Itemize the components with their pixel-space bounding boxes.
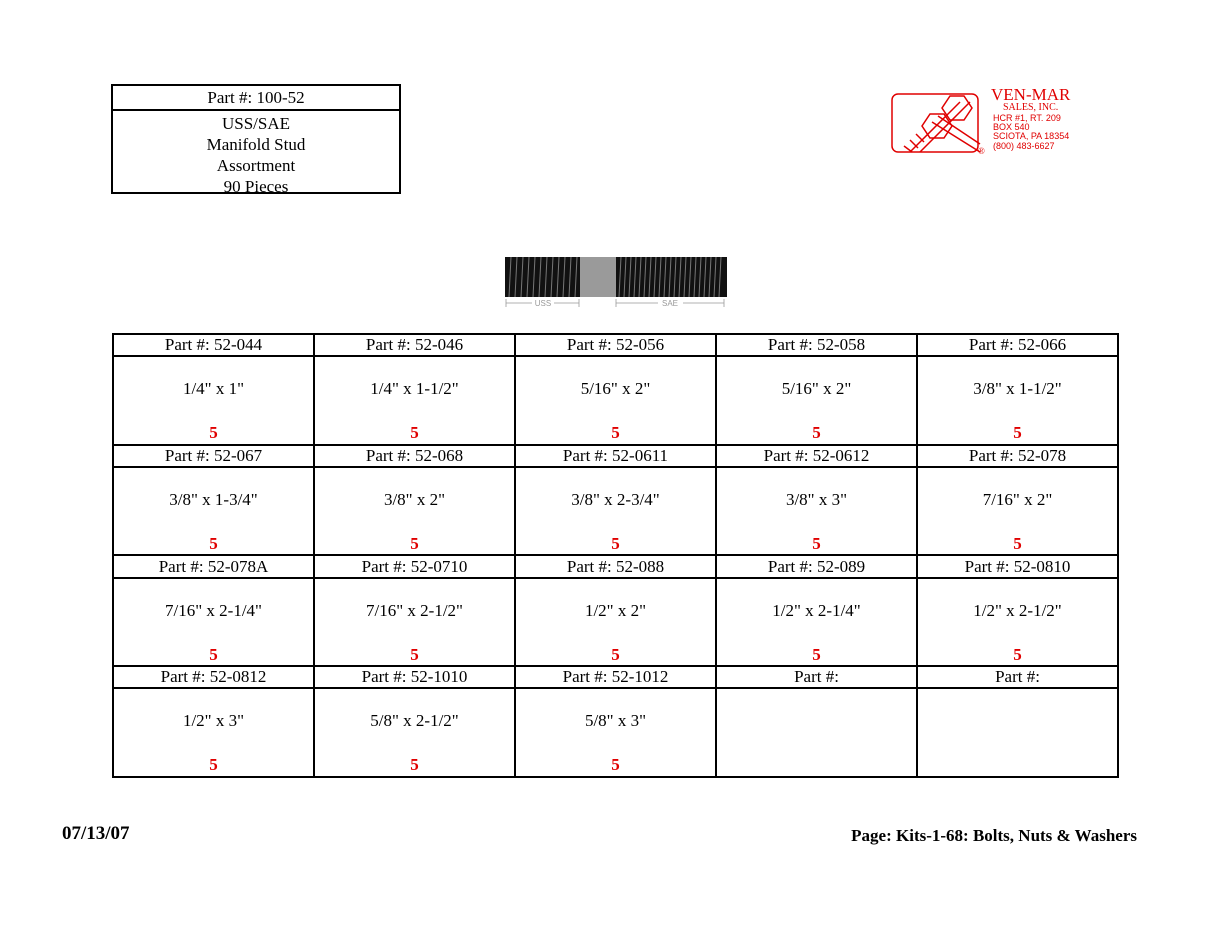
part-quantity: 5 (209, 423, 218, 443)
logo-line-1: SALES, INC. (1003, 102, 1059, 113)
logo-line-4: SCIOTA, PA 18354 (993, 131, 1070, 141)
part-size-row (113, 578, 1118, 667)
manifold-stud-diagram (505, 255, 727, 311)
part-number-cell: Part #: 52-1012 (515, 666, 716, 688)
part-quantity: 5 (812, 644, 821, 664)
part-number-cell: Part #: 52-089 (716, 555, 917, 577)
part-size-cell (515, 356, 716, 445)
part-size: 3/8" x 3" (785, 489, 848, 509)
part-size: 1/2" x 2-1/4" (772, 600, 861, 620)
part-label-row (113, 555, 1118, 577)
part-number-cell: Part #: 52-0812 (113, 666, 314, 688)
part-size-cell (917, 467, 1118, 556)
part-size-cell (515, 578, 716, 667)
part-quantity: 5 (611, 423, 620, 443)
part-number-cell: Part #: (917, 666, 1118, 688)
part-size-cell (113, 467, 314, 556)
parts-grid (112, 333, 1119, 778)
ven-mar-logo (890, 86, 1110, 158)
part-size-cell (716, 688, 917, 777)
footer-date: 07/13/07 (62, 823, 130, 844)
part-quantity: 5 (1013, 423, 1022, 443)
part-size: 7/16" x 2" (982, 489, 1053, 509)
part-size: 5/8" x 2-1/2" (370, 711, 459, 731)
part-quantity: 5 (410, 533, 419, 553)
part-quantity: 5 (611, 755, 620, 775)
part-number-cell: Part #: 52-0810 (917, 555, 1118, 577)
part-quantity: 5 (410, 755, 419, 775)
part-size-row (113, 356, 1118, 445)
part-number-cell: Part #: 52-066 (917, 334, 1118, 356)
part-size-row (113, 467, 1118, 556)
logo-line-5: (800) 483-6627 (993, 141, 1055, 151)
logo-registered-mark: ® (978, 146, 985, 156)
part-number-cell: Part #: 52-044 (113, 334, 314, 356)
part-size-cell (314, 578, 515, 667)
part-number-cell: Part #: 52-078A (113, 555, 314, 577)
kit-part-number: Part #: 100-52 (113, 86, 399, 111)
part-size-cell (917, 688, 1118, 777)
logo-company-name: VEN-MAR (991, 86, 1071, 104)
part-quantity: 5 (1013, 533, 1022, 553)
kit-description (113, 111, 399, 197)
part-size-cell (716, 356, 917, 445)
part-size: 3/8" x 2-3/4" (571, 489, 660, 509)
part-number-cell: Part #: 52-0710 (314, 555, 515, 577)
part-size-cell (314, 688, 515, 777)
part-quantity: 5 (410, 644, 419, 664)
part-number-cell: Part #: 52-1010 (314, 666, 515, 688)
stud-sae-label: SAE (661, 299, 679, 308)
part-quantity: 5 (611, 533, 620, 553)
part-size-cell (113, 578, 314, 667)
part-number-cell: Part #: 52-058 (716, 334, 917, 356)
part-quantity: 5 (209, 644, 218, 664)
part-quantity: 5 (410, 423, 419, 443)
part-number-cell: Part #: 52-046 (314, 334, 515, 356)
part-number-cell: Part #: 52-0612 (716, 445, 917, 467)
part-quantity: 5 (812, 423, 821, 443)
kit-title-box (111, 84, 401, 194)
part-size-cell (113, 356, 314, 445)
kit-desc-line: Assortment (216, 156, 296, 175)
bolt-nut-icon (892, 94, 980, 152)
part-size: 3/8" x 1-1/2" (973, 379, 1062, 399)
part-quantity: 5 (209, 755, 218, 775)
part-size: 1/2" x 3" (182, 711, 245, 731)
part-quantity: 5 (209, 533, 218, 553)
logo-line-2: HCR #1, RT. 209 (993, 113, 1061, 123)
part-size: 1/2" x 2-1/2" (973, 600, 1062, 620)
part-size-cell (716, 467, 917, 556)
part-size-cell (515, 467, 716, 556)
part-quantity: 5 (812, 533, 821, 553)
part-number-cell: Part #: 52-056 (515, 334, 716, 356)
stud-shank (580, 257, 616, 297)
part-size: 5/16" x 2" (781, 379, 852, 399)
part-size-cell (113, 688, 314, 777)
kit-desc-line: USS/SAE (221, 114, 291, 133)
part-size-cell (314, 356, 515, 445)
part-size-cell (917, 356, 1118, 445)
part-number-cell: Part #: (716, 666, 917, 688)
part-size-cell (917, 578, 1118, 667)
part-size: 1/2" x 2" (584, 600, 647, 620)
part-size: 3/8" x 1-3/4" (169, 489, 258, 509)
part-number-cell: Part #: 52-067 (113, 445, 314, 467)
part-number-cell: Part #: 52-078 (917, 445, 1118, 467)
kit-desc-line: 90 Pieces (223, 177, 289, 196)
part-size-row (113, 688, 1118, 777)
part-number-cell: Part #: 52-0611 (515, 445, 716, 467)
part-size-cell (314, 467, 515, 556)
part-size-cell (716, 578, 917, 667)
logo-line-3: BOX 540 (993, 122, 1030, 132)
part-label-row (113, 666, 1118, 688)
part-quantity: 5 (611, 644, 620, 664)
part-size-cell (515, 688, 716, 777)
part-size: 7/16" x 2-1/4" (165, 600, 262, 620)
footer-page-label: Page: Kits-1-68: Bolts, Nuts & Washers (851, 826, 1137, 845)
kit-desc-line: Manifold Stud (206, 135, 306, 154)
part-size: 1/4" x 1-1/2" (370, 379, 459, 399)
part-size: 3/8" x 2" (383, 489, 446, 509)
part-label-row (113, 445, 1118, 467)
part-size: 1/4" x 1" (182, 379, 245, 399)
stud-uss-label: USS (534, 299, 552, 308)
part-size: 7/16" x 2-1/2" (366, 600, 463, 620)
part-size: 5/8" x 3" (584, 711, 647, 731)
part-size: 5/16" x 2" (580, 379, 651, 399)
part-number-cell: Part #: 52-068 (314, 445, 515, 467)
part-quantity: 5 (1013, 644, 1022, 664)
part-label-row (113, 334, 1118, 356)
part-number-cell: Part #: 52-088 (515, 555, 716, 577)
